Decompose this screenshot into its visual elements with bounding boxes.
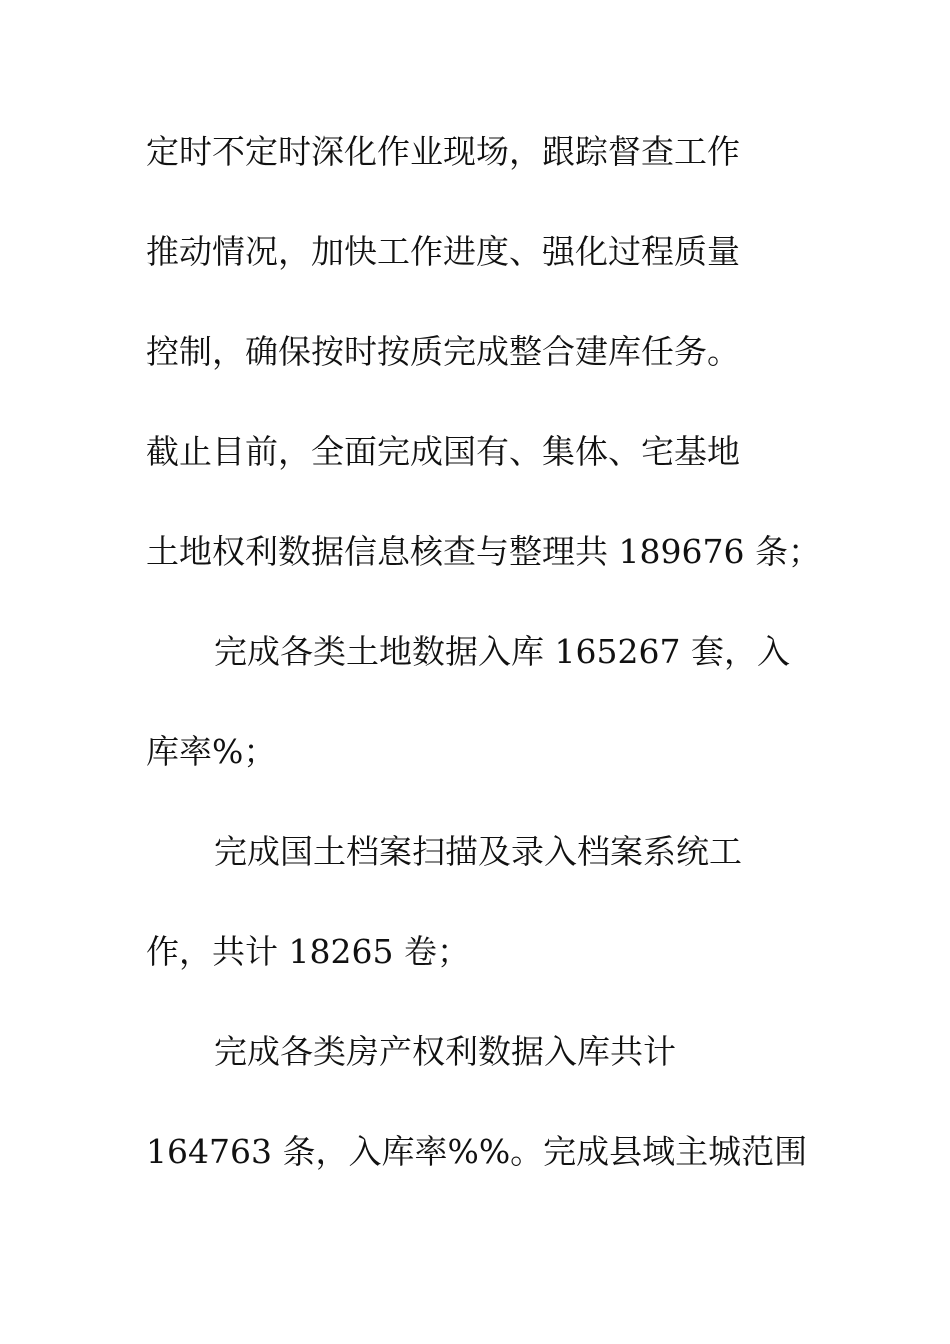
paragraph-start-line: 完成国土档案扫描及录入档案系统工	[214, 832, 742, 871]
text-line: 作，共计 18265 卷；	[146, 932, 470, 971]
paragraph-start-line: 完成各类土地数据入库 165267 套，入	[214, 632, 790, 671]
text-line: 控制，确保按时按质完成整合建库任务。	[146, 332, 740, 371]
text-line: 截止目前，全面完成国有、集体、宅基地	[146, 432, 740, 471]
text-line: 推动情况，加快工作进度、强化过程质量	[146, 232, 740, 271]
text-line: 164763 条，入库率%%。完成县域主城范围	[146, 1132, 808, 1171]
text-line: 库率%；	[146, 732, 277, 771]
paragraph-start-line: 完成各类房产权利数据入库共计	[214, 1032, 676, 1071]
text-line: 土地权利数据信息核查与整理共 189676 条；	[146, 532, 821, 571]
text-line: 定时不定时深化作业现场，跟踪督查工作	[146, 132, 740, 171]
